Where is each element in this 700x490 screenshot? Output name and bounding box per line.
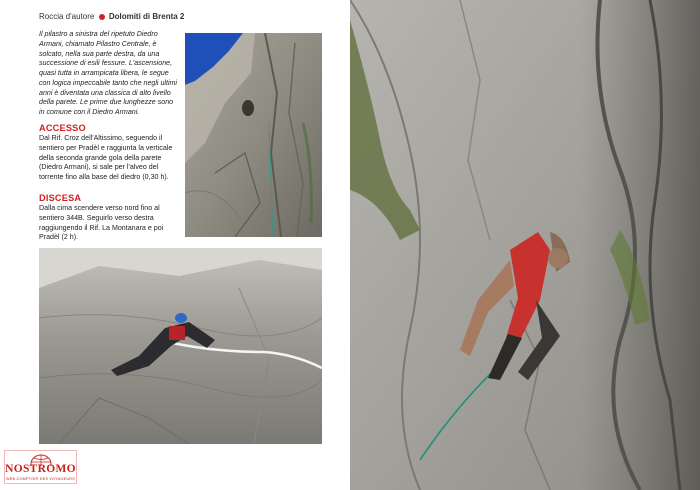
- accesso-text: Dal Rif. Croz dell'Altissimo, seguendo il sentiero per Pradèl e raggiunta la verticale della seconda grande gola della parete (Diedro Armani), si sale per l'alveo del torrente fino alla base del diedro (0,30 h).: [39, 134, 173, 182]
- pillar-photo: [185, 33, 322, 237]
- slab-photo: [39, 248, 322, 444]
- discesa-heading: DISCESA: [39, 193, 82, 203]
- guide-title: Roccia d'autore: [39, 12, 95, 21]
- series-title: Dolomiti di Brenta 2: [108, 12, 185, 21]
- logo-tagline: WEB COMPTOIR DES VOYAGEURS: [6, 477, 75, 481]
- logo-wordmark: NOSTROMO: [5, 463, 76, 475]
- intro-paragraph: Il pilastro a sinistra del ripetuto Diedro Armani, chiamato Pilastro Centrale, è solcato, nella sua parte destra, da una successione di esili fessure. L'ascensione, quasi tutta in arrampicata libera, le segue con logica impeccabile tanto che negli ultimi anni è diventata una classica di alto livello della parete. Le prime due lunghezze sono in comune con il Diedro Armani.: [39, 30, 178, 117]
- red-dot-icon: [99, 14, 105, 20]
- discesa-text: Dalla cima scendere verso nord fino al sentiero 344B. Seguirlo verso destra raggiungendo il Rif. La Montanara e poi Pradèl (2 h).: [39, 204, 164, 242]
- running-head: [39, 12, 184, 21]
- accesso-heading: ACCESSO: [39, 123, 86, 133]
- crack-climber-photo: [350, 0, 700, 490]
- right-page: [350, 0, 700, 490]
- nostromo-logo: [4, 450, 77, 484]
